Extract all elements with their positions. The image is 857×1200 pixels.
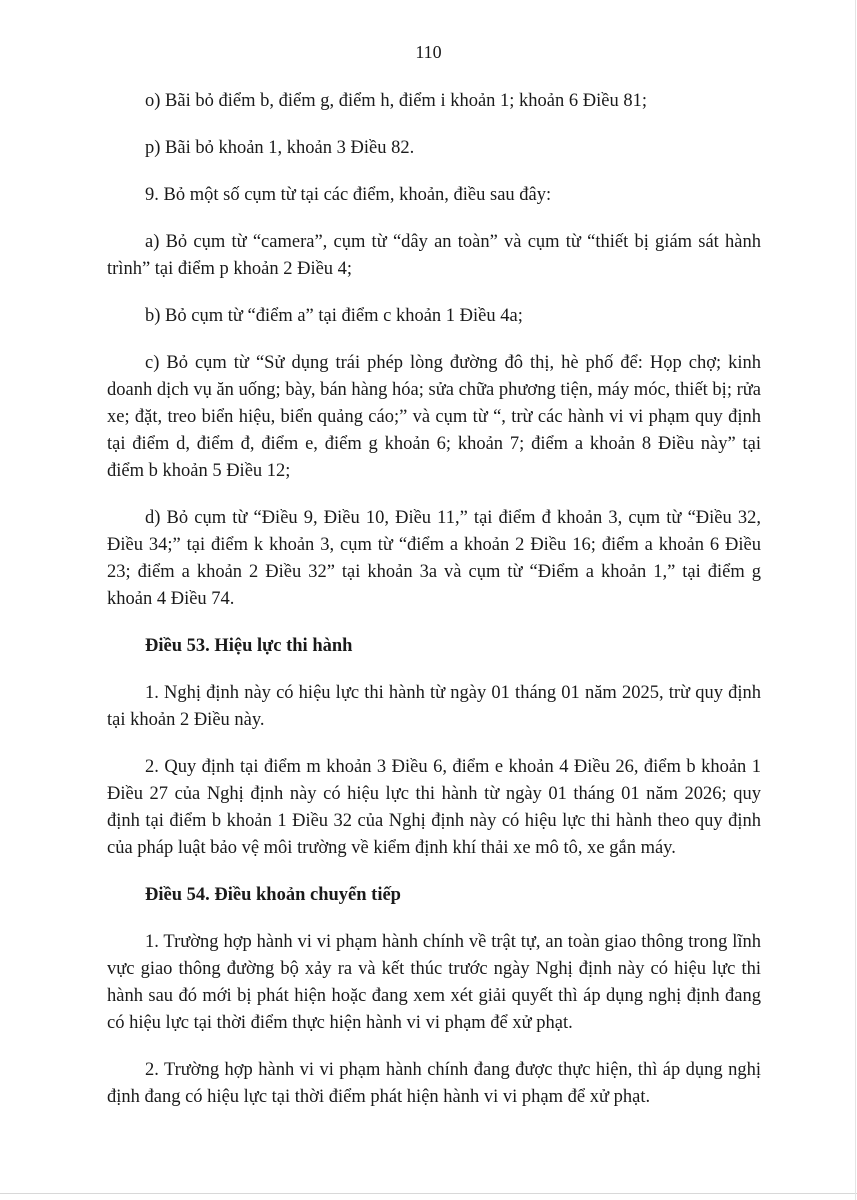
document-body bbox=[107, 88, 761, 1131]
scan-edge-bottom bbox=[0, 1193, 857, 1194]
paragraph-clause-9: 9. Bỏ một số cụm từ tại các điểm, khoản, điều sau đây: bbox=[145, 185, 552, 205]
article-53-clause-1: 1. Nghị định này có hiệu lực thi hành từ ngày 01 tháng 01 năm 2025, trừ quy định tại khoản 2 Điều này. bbox=[107, 683, 761, 730]
article-54-clause-1: 1. Trường hợp hành vi vi phạm hành chính về trật tự, an toàn giao thông trong lĩnh vực giao thông đường bộ xảy ra và kết thúc trước ngày Nghị định này có hiệu lực thi hành sau đó mới bị phát hiện hoặc đang xem xét giải quyết thì áp dụng nghị định đang có hiệu lực tại thời điểm thực hiện hành vi vi phạm để xử phạt. bbox=[107, 932, 761, 1033]
article-53-heading: Điều 53. Hiệu lực thi hành bbox=[145, 636, 353, 656]
page-number: 110 bbox=[415, 42, 442, 62]
article-54-heading: Điều 54. Điều khoản chuyển tiếp bbox=[145, 885, 401, 905]
article-53-clause-2: 2. Quy định tại điểm m khoản 3 Điều 6, điểm e khoản 4 Điều 26, điểm b khoản 1 Điều 27 của Nghị định này có hiệu lực thi hành từ ngày 01 tháng 01 năm 2026; quy định tại điểm b khoản 1 Điều 32 của Nghị định này có hiệu lực thi hành theo quy định của pháp luật bảo vệ môi trường về kiểm định khí thải xe mô tô, xe gắn máy. bbox=[107, 757, 761, 858]
article-54-clause-2: 2. Trường hợp hành vi vi phạm hành chính đang được thực hiện, thì áp dụng nghị định đang có hiệu lực tại thời điểm phát hiện hành vi vi phạm để xử phạt. bbox=[107, 1060, 761, 1107]
paragraph-9b: b) Bỏ cụm từ “điểm a” tại điểm c khoản 1 Điều 4a; bbox=[145, 306, 523, 326]
scan-edge-right bbox=[855, 0, 856, 1200]
paragraph-9a: a) Bỏ cụm từ “camera”, cụm từ “dây an toàn” và cụm từ “thiết bị giám sát hành trình” tại điểm p khoản 2 Điều 4; bbox=[107, 232, 761, 279]
paragraph-9c: c) Bỏ cụm từ “Sử dụng trái phép lòng đường đô thị, hè phố để: Họp chợ; kinh doanh dịch vụ ăn uống; bày, bán hàng hóa; sửa chữa phương tiện, máy móc, thiết bị; rửa xe; đặt, treo biển hiệu, biển quảng cáo;” và cụm từ “, trừ các hành vi vi phạm quy định tại điểm d, điểm đ, điểm e, điểm g khoản 6; khoản 7; điểm a khoản 8 Điều này” tại điểm b khoản 5 Điều 12; bbox=[107, 353, 761, 481]
paragraph-point-o: o) Bãi bỏ điểm b, điểm g, điểm h, điểm i khoản 1; khoản 6 Điều 81; bbox=[145, 91, 647, 111]
paragraph-point-p: p) Bãi bỏ khoản 1, khoản 3 Điều 82. bbox=[145, 138, 415, 158]
paragraph-9d: d) Bỏ cụm từ “Điều 9, Điều 10, Điều 11,” tại điểm đ khoản 3, cụm từ “Điều 32, Điều 34;” tại điểm k khoản 3, cụm từ “điểm a khoản 2 Điều 16; điểm a khoản 6 Điều 23; điểm a khoản 2 Điều 32” tại khoản 3a và cụm từ “Điểm a khoản 1,” tại điểm g khoản 4 Điều 74. bbox=[107, 508, 761, 609]
